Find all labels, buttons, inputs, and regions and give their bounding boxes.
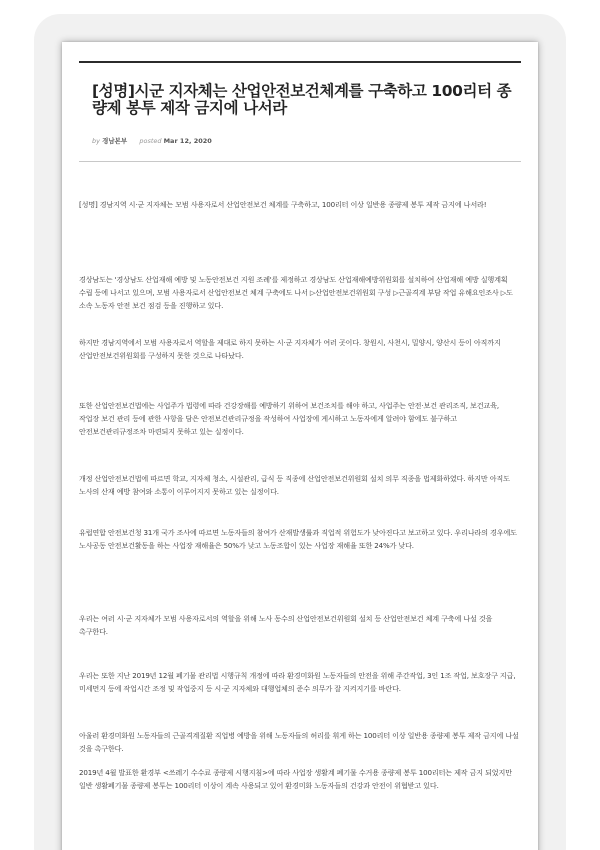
article-paragraph: 하지만 경남지역에서 모범 사용자로서 역할을 제대로 하지 못하는 시·군 지자체가 여러 곳이다. 창원시, 사천시, 밀양시, 양산시 등이 아직까지 산업안전보건위원회를 구성하지 못한 것으로 나타났다. xyxy=(79,338,501,360)
article-paragraph: 우리는 또한 지난 2019년 12월 폐기물 관리법 시행규칙 개정에 따라 환경미화원 노동자들의 안전을 위해 주간작업, 3인 1조 작업, 보호장구 지급, 미세먼지 등에 작업시간 조정 및 작업중지 등 시·군 지자체와 대행업체의 준수 의무가 잘 지켜지기를 바란다. xyxy=(79,671,516,693)
article-paragraph: 우리는 여러 시·군 지자체가 모범 사용자로서의 역할을 위해 노사 동수의 산업안전보건위원회 설치 등 산업안전보건 체계 구축에 나설 것을 촉구한다. xyxy=(79,614,493,636)
article-author[interactable]: 경남본부 xyxy=(102,137,128,145)
article-paragraph: 2019년 4월 발표한 환경부 <쓰레기 수수료 종량제 시행지침>에 따라 사업장 생활계 폐기물 수거용 종량제 봉투 100리터는 제작 금지 되었지만 일반 생활폐기물 종량제 봉투는 100리터 이상이 계속 사용되고 있어 환경미화 노동자들의 건강과 안전이 위협받고 있다. xyxy=(79,768,512,790)
article-paragraph: 아울러 환경미화원 노동자들의 근골격계질환 직업병 예방을 위해 노동자들의 허리를 휘게 하는 100리터 이상 일반용 종량제 봉투 제작 금지에 나설 것을 촉구한다. xyxy=(79,731,519,753)
posted-label: posted xyxy=(139,137,162,145)
article-date: Mar 12, 2020 xyxy=(163,137,212,145)
header-divider xyxy=(79,161,521,162)
article-paragraph: 유럽연합 안전보건청 31개 국가 조사에 따르면 노동자들의 참여가 산재발생률과 직업적 위험도가 낮아진다고 보고하고 있다. 우리나라의 경우에도 노사공동 안전보건활동을 하는 사업장 재해율은 50%가 낮고 노동조합이 있는 사업장 재해율 또한 24%가 낮다. xyxy=(79,528,517,550)
article-paragraph: 개정 산업안전보건법에 따르면 학교, 지자체 청소, 시설관리, 급식 등 직종에 산업안전보건위원회 설치 의무 직종을 법제화하였다. 하지만 아직도 노사의 산재 예방 참여와 소통이 이루어지지 못하고 있는 실정이다. xyxy=(79,474,510,496)
article-paragraph: 경상남도는 '경상남도 산업재해 예방 및 노동안전보건 지원 조례'를 제정하고 경상남도 산업재해예방위원회를 설치하여 산업재해 예방 실행계획 수립 등에 나서고 있으며, 모범 사용자로서 산업안전보건 체계 구축에도 나서 ▷산업안전보건위원회 구성 ▷근골격계 부담 작업 유해요인조사 ▷도 소속 노동자 안전 보건 점검 등을 진행하고 있다. xyxy=(79,275,513,310)
byline-label: by xyxy=(92,137,100,145)
top-divider xyxy=(79,61,521,63)
article-paragraph-lead: [성명] 경남지역 시·군 지자체는 모범 사용자로서 산업안전보건 체계를 구축하고, 100리터 이상 일반용 종량제 봉투 제작 금지에 나서라! xyxy=(79,200,487,209)
document-sheet xyxy=(62,42,538,850)
article-paragraph: 또한 산업안전보건법에는 사업주가 법령에 따라 건강장해를 예방하기 위하여 보건조치를 해야 하고, 사업주는 안전·보건 관리조직, 보건교육, 작업장 보건 관리 등에 관한 사항을 담은 안전보건관리규정을 작성하여 사업장에 게시하고 노동자에게 알려야 함에도 불구하고 안전보건관리규정조차 마련되지 못하고 있는 실정이다. xyxy=(79,401,499,436)
article-title: [성명]시군 지자체는 산업안전보건체계를 구축하고 100리터 종량제 봉투 제작 금지에 나서라 xyxy=(92,82,512,117)
article-meta xyxy=(92,136,212,145)
